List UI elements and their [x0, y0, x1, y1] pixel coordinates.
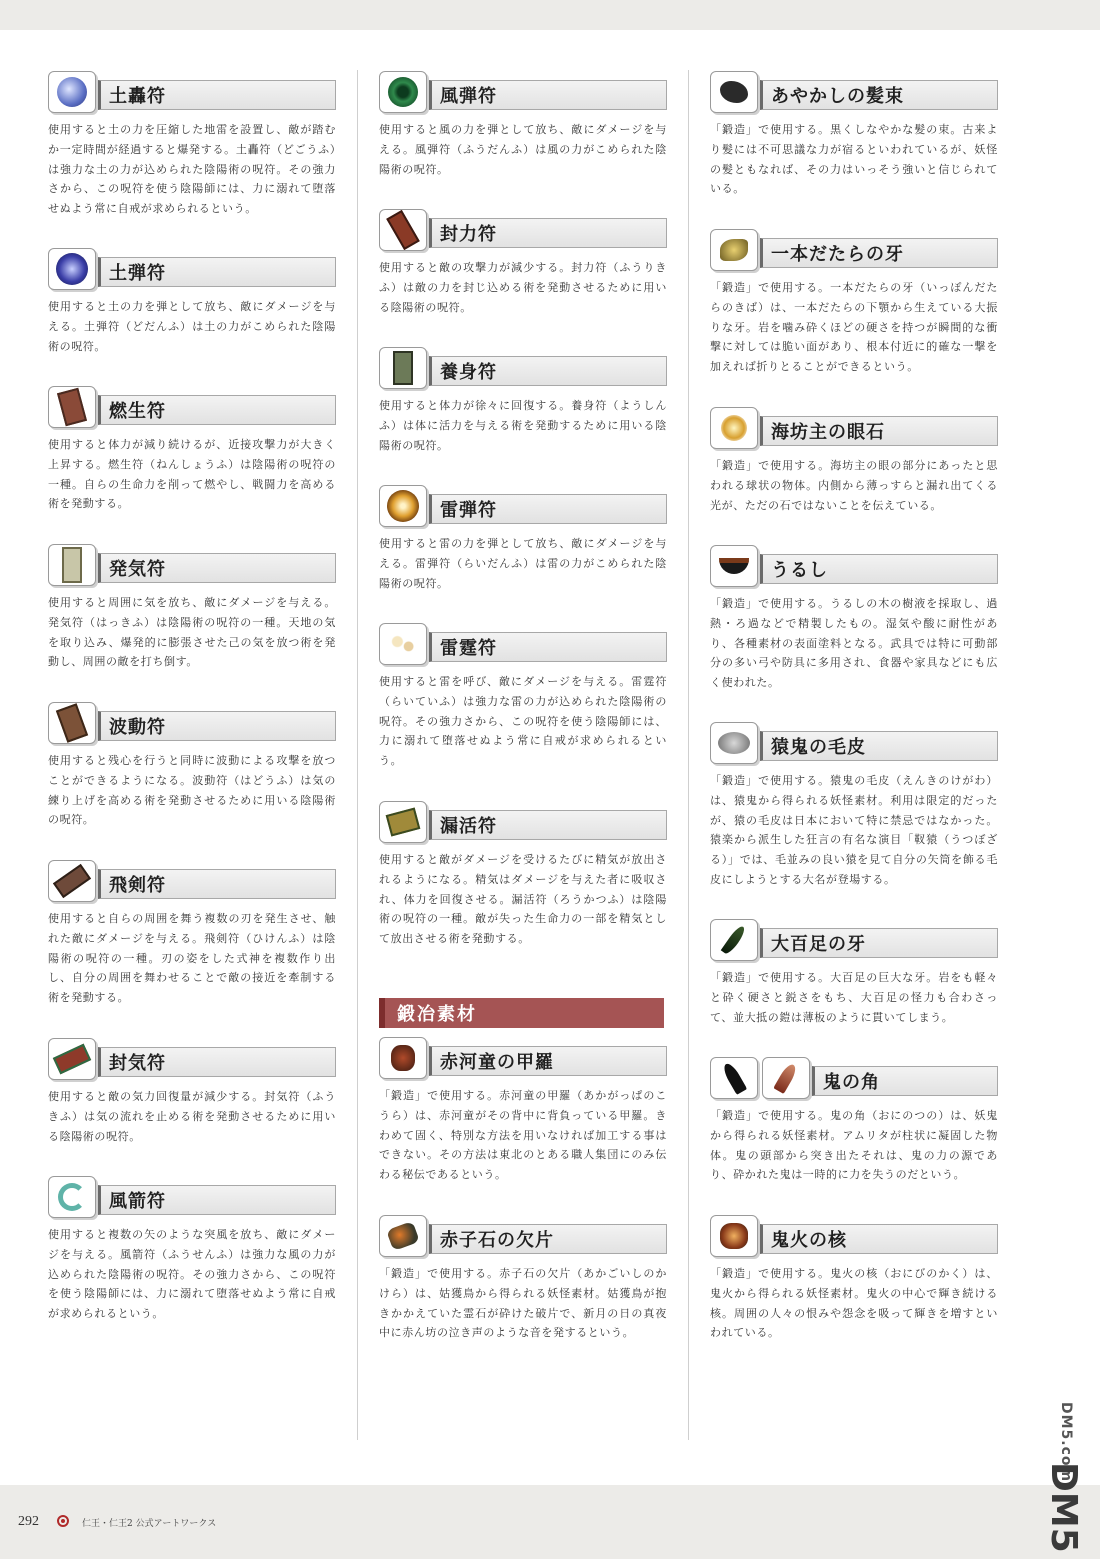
item-title: あやかしの髪束: [760, 80, 998, 110]
item-description: 使用すると敵がダメージを受けるたびに精気が放出されるようになる。精気はダメージを与えた者に吸収され、体力を回復させる。漏活符（ろうかつふ）は陰陽術の呪符の一種。敵が失った生命力の一部を精気として放出させる術を発動する。: [379, 853, 667, 946]
item-description: 使用すると複数の矢のような突風を放ち、敵にダメージを与える。風箭符（ふうせんふ）は強力な風の力が込められた陰陽術の呪符。その強力さから、この呪符を使う陰陽師には、力に溺れて堕落せぬよう常に自戒が求められるという。: [48, 1228, 336, 1321]
item-entry: [379, 1032, 667, 1185]
item-entry: [48, 697, 336, 830]
umibozu-eye-stone-icon: [710, 407, 758, 449]
item-entry: [48, 66, 336, 219]
item-entry: [710, 402, 998, 515]
item-entry: [710, 540, 998, 693]
item-entry: [379, 480, 667, 593]
scroll-talisman-icon: [48, 544, 96, 586]
centipede-fang-icon: [710, 919, 758, 961]
earth-bullet-icon: [48, 248, 96, 290]
item-title: 一本だたらの牙: [760, 238, 998, 268]
item-description: 使用すると敵の気力回復量が減少する。封気符（ふうきふ）は気の流れを止める術を発動させるために用いる陰陽術の呪符。: [48, 1090, 336, 1143]
ippon-datara-fang-icon: [710, 229, 758, 271]
item-description: 使用すると土の力を弾として放ち、敵にダメージを与える。土弾符（どだんふ）は土の力がこめられた陰陽術の呪符。: [48, 300, 336, 353]
item-title: 猿鬼の毛皮: [760, 731, 998, 761]
item-description: 使用すると残心を行うと同時に波動による攻撃を放つことができるようになる。波動符（はどうふ）は気の練り上げを高める術を発動させるために用いる陰陽術の呪符。: [48, 754, 336, 827]
paper-border-top: [0, 0, 1100, 30]
item-description: 「鍛造」で使用する。赤子石の欠片（あかごいしのかけら）は、姑獲鳥から得られる妖怪素材。姑獲鳥が抱きかかえていた霊石が砕けた破片で、新月の日の真夜中に赤ん坊の泣き声のような音を発するという。: [379, 1267, 667, 1340]
thunderbolt-icon: [379, 623, 427, 665]
item-entry: [379, 618, 667, 771]
item-title: うるし: [760, 554, 998, 584]
item-title: 土弾符: [98, 257, 336, 287]
item-title: 飛剣符: [98, 869, 336, 899]
item-title: 赤河童の甲羅: [429, 1046, 667, 1076]
enki-fur-icon: [710, 722, 758, 764]
item-description: 使用すると風の力を弾として放ち、敵にダメージを与える。風弾符（ふうだんふ）は風の力がこめられた陰陽術の呪符。: [379, 123, 667, 176]
yokai-hair-icon: [710, 71, 758, 113]
item-entry: [379, 342, 667, 455]
wind-arrow-icon: [48, 1176, 96, 1218]
item-title: 鬼火の核: [760, 1224, 998, 1254]
item-entry: [379, 1210, 667, 1343]
item-description: 「鍛造」で使用する。猿鬼の毛皮（えんきのけがわ）は、猿鬼から得られる妖怪素材。利用は限定的だったが、猿の毛皮は日本において特に禁忌ではなかった。猿楽から派生した狂言の有名な演目「靫猿（うつぼざる）」では、毛並みの良い猿を見て自分の矢筒を飾る毛皮にしようとする大名が登場する。: [710, 774, 998, 886]
item-description: 「鍛造」で使用する。鬼火の核（おにびのかく）は、鬼火から得られる妖怪素材。鬼火の中心で輝き続ける核。周囲の人々の恨みや怨念を吸って輝きを増すといわれている。: [710, 1267, 998, 1340]
item-title: 雷弾符: [429, 494, 667, 524]
item-description: 使用すると周囲に気を放ち、敵にダメージを与える。発気符（はっきふ）は陰陽術の呪符の一種。天地の気を取り込み、爆発的に膨張させた己の気を放つ術を発動し、周囲の敵を打ち倒す。: [48, 596, 336, 669]
item-title: 漏活符: [429, 810, 667, 840]
item-entry: [710, 914, 998, 1027]
column-divider: [357, 70, 358, 1440]
item-title: 海坊主の眼石: [760, 416, 998, 446]
item-description: 「鍛造」で使用する。海坊主の眼の部分にあったと思われる球状の物体。内側から薄っすらと漏れ出てくる光が、ただの石ではないことを伝えている。: [710, 459, 998, 512]
item-description: 使用すると体力が徐々に回復する。養身符（ようしんふ）は体に活力を与える術を発動するために用いる陰陽術の呪符。: [379, 399, 667, 452]
item-entry: [48, 855, 336, 1008]
item-description: 「鍛造」で使用する。大百足の巨大な牙。岩をも軽々と砕く硬さと鋭さをもち、大百足の怪力も合わさって、並大抵の鎧は薄板のように貫いてしまう。: [710, 971, 998, 1024]
item-entry: [48, 539, 336, 672]
item-entry: [48, 243, 336, 356]
item-title: 風箭符: [98, 1185, 336, 1215]
oni-horn-red-icon: [762, 1057, 810, 1099]
item-entry: [710, 717, 998, 890]
watermark-logo: DM5: [1043, 1462, 1084, 1553]
item-title: 大百足の牙: [760, 928, 998, 958]
seal-talisman-icon: [48, 1038, 96, 1080]
item-entry: [48, 381, 336, 514]
nourish-talisman-icon: [379, 347, 427, 389]
item-title: 封力符: [429, 218, 667, 248]
burning-talisman-icon: [48, 386, 96, 428]
item-title: 燃生符: [98, 395, 336, 425]
leak-talisman-icon: [379, 801, 427, 843]
item-title: 封気符: [98, 1047, 336, 1077]
wind-orb-icon: [379, 71, 427, 113]
item-description: 「鍛造」で使用する。一本だたらの牙（いっぽんだたらのきば）は、一本だたらの下顎から生えている大振りな牙。岩を噛み砕くほどの硬さを持つが瞬間的な衝撃に対しては脆い面があり、根本付近に的確な一撃を加えれば折りとることができるという。: [710, 281, 998, 374]
item-entry: [710, 66, 998, 199]
onibi-core-icon: [710, 1215, 758, 1257]
item-title: 雷霆符: [429, 632, 667, 662]
wave-talisman-icon: [48, 702, 96, 744]
baby-stone-shard-icon: [379, 1215, 427, 1257]
item-entry: [710, 1052, 998, 1185]
item-entry: [379, 796, 667, 949]
item-title: 発気符: [98, 553, 336, 583]
item-entry: [710, 224, 998, 377]
item-entry: [379, 204, 667, 317]
item-title: 赤子石の欠片: [429, 1224, 667, 1254]
item-description: 「鍛造」で使用する。黒くしなやかな髪の束。古来より髪には不可思議な力が宿るといわれているが、妖怪の髪ともなれば、その力はいっそう強いと信じられている。: [710, 123, 998, 196]
item-description: 使用すると雷の力を弾として放ち、敵にダメージを与える。雷弾符（らいだんふ）は雷の力がこめられた陰陽術の呪符。: [379, 537, 667, 590]
lacquer-bowl-icon: [710, 545, 758, 587]
page-number: 292: [18, 1514, 39, 1529]
item-title: 風弾符: [429, 80, 667, 110]
item-title: 養身符: [429, 356, 667, 386]
watermark-url: DM5.com: [1058, 1402, 1074, 1483]
flying-sword-icon: [48, 860, 96, 902]
book-emblem-icon: [57, 1515, 69, 1527]
item-title: 鬼の角: [812, 1066, 998, 1096]
item-description: 「鍛造」で使用する。うるしの木の樹液を採取し、過熱・ろ過などで精製したもの。湿気や酸に耐性があり、各種素材の表面塗料となる。武具では特に可動部分の多い弓や防具に多用され、食器や家具などにも広く使われた。: [710, 597, 998, 690]
item-description: 使用すると自らの周囲を舞う複数の刃を発生させ、触れた敵にダメージを与える。飛剣符（ひけんふ）は陰陽術の呪符の一種。刃の姿をした式神を複数作り出し、自分の周囲を舞わせることで敵の接近を牽制する術を発動する。: [48, 912, 336, 1005]
book-title: 仁王・仁王2 公式アートワークス: [82, 1519, 217, 1529]
item-description: 使用すると雷を呼び、敵にダメージを与える。雷霆符（らいていふ）は強力な雷の力が込められた陰陽術の呪符。その強力さから、この呪符を使う陰陽師には、力に溺れて堕落せぬよう常に自戒が求められるという。: [379, 675, 667, 768]
item-entry: [48, 1171, 336, 1324]
red-kappa-shell-icon: [379, 1037, 427, 1079]
item-title: 土轟符: [98, 80, 336, 110]
item-description: 使用すると土の力を圧縮した地雷を設置し、敵が踏むか一定時間が経過すると爆発する。土轟符（どごうふ）は強力な土の力が込められた陰陽術の呪符。その強力さから、この呪符を使う陰陽師には、力に溺れて堕落せぬよう常に自戒が求められるという。: [48, 123, 336, 216]
item-title: 波動符: [98, 711, 336, 741]
item-entry: [710, 1210, 998, 1343]
column-divider: [688, 70, 689, 1440]
item-entry: [48, 1033, 336, 1146]
item-description: 使用すると敵の攻撃力が減少する。封力符（ふうりきふ）は敵の力を封じ込める術を発動させるために用いる陰陽術の呪符。: [379, 261, 667, 314]
item-description: 使用すると体力が減り続けるが、近接攻撃力が大きく上昇する。燃生符（ねんしょうふ）は陰陽術の呪符の一種。自らの生命力を削って燃やし、戦闘力を高める術を発動する。: [48, 438, 336, 511]
earth-orb-icon: [48, 71, 96, 113]
item-description: 「鍛造」で使用する。鬼の角（おにのつの）は、妖鬼から得られる妖怪素材。アムリタが柱状に凝固した物体。鬼の頭部から突き出たそれは、鬼の力の源であり、砕かれた鬼は一時的に力を失うのだという。: [710, 1109, 998, 1182]
item-description: 「鍛造」で使用する。赤河童の甲羅（あかがっぱのこうら）は、赤河童がその背中に背負っている甲羅。きわめて固く、特別な方法を用いなければ加工する事はできない。その方法は東北のとある職人集団にのみ伝わる秘伝であるという。: [379, 1089, 667, 1182]
oni-horn-icon: [710, 1057, 758, 1099]
seal-power-icon: [379, 209, 427, 251]
section-header-forging-materials: 鍛冶素材: [379, 998, 664, 1028]
item-entry: [379, 66, 667, 179]
thunder-orb-icon: [379, 485, 427, 527]
